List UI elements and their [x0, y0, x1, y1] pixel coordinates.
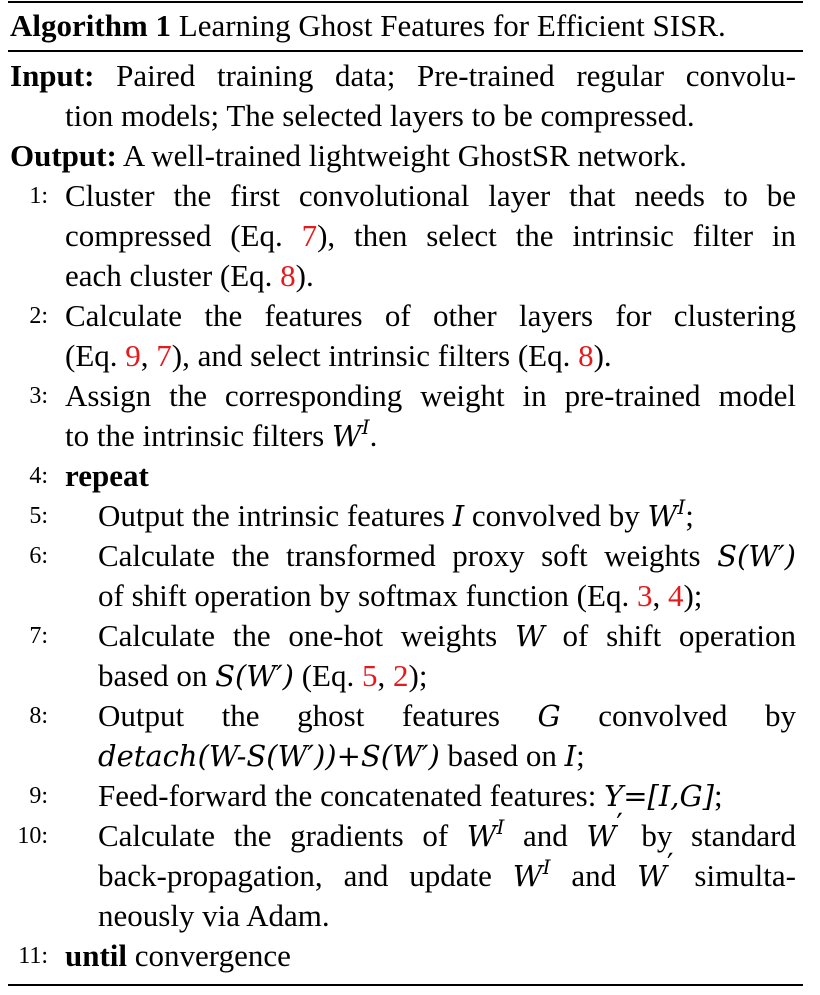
step-10-line-3	[98, 896, 330, 936]
equation-reference-link[interactable]: 7	[156, 338, 172, 373]
step-text: based on	[439, 738, 565, 773]
caption-rule	[8, 50, 803, 52]
step-11-line	[65, 936, 291, 976]
step-text: .	[369, 418, 378, 453]
equation-reference-link[interactable]: 2	[393, 658, 409, 693]
line-number: 3:	[29, 383, 48, 409]
input-line-1	[10, 56, 796, 96]
step-8-line-2	[98, 736, 585, 776]
algorithm-title: Learning Ghost Features for Efficient SISR.	[178, 8, 726, 43]
equation-reference-link[interactable]: 4	[667, 578, 684, 613]
math-symbol: W	[514, 619, 545, 653]
step-10-line-2	[98, 847, 796, 896]
line-number: 9:	[29, 783, 48, 809]
step-text: );	[408, 658, 428, 693]
step-1-line-2	[65, 216, 796, 256]
step-text: and	[504, 818, 587, 853]
step-3-line-2	[65, 416, 377, 456]
step-text: (Eq.	[293, 658, 362, 693]
equation-reference-link[interactable]: 3	[636, 578, 653, 613]
step-1-line-3	[65, 256, 314, 296]
line-number: 2:	[29, 303, 48, 329]
step-text: (Eq.	[65, 338, 126, 373]
math-expression: S(W′)	[215, 659, 294, 693]
until-keyword: until	[65, 938, 128, 973]
step-text: convergence	[127, 938, 291, 973]
step-5-line	[98, 496, 694, 536]
input-text-1: Paired training data; Pre-trained regular convolu-	[116, 58, 796, 93]
top-rule	[8, 1, 803, 3]
line-number: 11:	[18, 943, 48, 969]
step-text: Output the intrinsic features	[98, 498, 453, 533]
step-text: and	[550, 858, 638, 893]
line-number: 8:	[29, 703, 48, 729]
output-line	[10, 136, 687, 176]
step-text: Assign the corresponding weight in pre-trained model	[65, 378, 796, 413]
math-symbol: W	[637, 859, 667, 893]
step-text: Calculate the one-hot weights	[98, 618, 515, 653]
output-text: A well-trained lightweight GhostSR network.	[122, 138, 687, 173]
step-text: ).	[593, 338, 612, 373]
math-superscript: I	[542, 855, 551, 879]
step-7-line-2	[98, 656, 427, 696]
equation-reference-link[interactable]: 9	[125, 338, 141, 373]
input-line-2	[65, 96, 695, 136]
step-10-line-1	[98, 807, 796, 856]
math-symbol: I	[452, 499, 465, 533]
math-expression: Y=[I,G]	[604, 779, 714, 813]
math-superscript: I	[361, 415, 370, 439]
math-superscript: I	[677, 495, 686, 519]
algorithm-label: Algorithm 1	[10, 8, 172, 43]
math-symbol: W	[512, 859, 543, 893]
input-text-2: tion models; The selected layers to be compressed.	[65, 98, 695, 133]
step-8-line-1	[98, 696, 796, 736]
equation-reference-link[interactable]: 8	[280, 258, 296, 293]
step-text: Cluster the first convolutional layer that needs to be	[65, 178, 796, 213]
step-6-line-2	[98, 576, 702, 616]
step-2-line-2	[65, 336, 612, 376]
step-9-line	[98, 776, 723, 816]
step-2-line-1	[65, 296, 796, 336]
step-text: of shift operation	[544, 618, 796, 653]
math-expression: S(W′)	[717, 539, 796, 573]
step-text: Calculate the transformed proxy soft weights	[98, 538, 718, 573]
step-text: Output the ghost features	[98, 698, 538, 733]
math-superscript: I	[496, 815, 505, 839]
line-number: 1:	[29, 183, 48, 209]
step-text: ), and select intrinsic filters (Eq.	[171, 338, 579, 373]
step-text: ), then select the intrinsic filter in	[317, 218, 796, 253]
equation-reference-link[interactable]: 7	[301, 218, 318, 253]
step-4-line	[65, 456, 149, 496]
step-text: simulta-	[673, 858, 796, 893]
step-1-line-1	[65, 176, 796, 216]
step-text: based on	[98, 658, 216, 693]
line-number: 5:	[29, 503, 48, 529]
math-symbol: I	[564, 739, 577, 773]
math-expression: detach(W-S(W′))+S(W′)	[98, 739, 440, 773]
math-superscript: ′	[666, 847, 674, 881]
line-number: 7:	[29, 623, 48, 649]
step-text: of shift operation by softmax function (Eq.	[98, 578, 637, 613]
step-text: ,	[140, 338, 157, 373]
math-symbol: W	[647, 499, 678, 533]
step-text: ;	[685, 498, 694, 533]
math-symbol: W	[466, 819, 497, 853]
line-number: 6:	[29, 543, 48, 569]
step-text: Calculate the gradients of	[98, 818, 467, 853]
step-text: neously via Adam.	[98, 898, 330, 933]
bottom-rule	[8, 984, 803, 986]
step-text: convolved by	[560, 698, 796, 733]
output-keyword: Output:	[10, 138, 117, 173]
step-text: ,	[377, 658, 393, 693]
equation-reference-link[interactable]: 8	[578, 338, 594, 373]
line-number: 4:	[29, 463, 48, 489]
repeat-keyword: repeat	[65, 458, 149, 493]
step-text: compressed (Eq.	[65, 218, 302, 253]
step-text: to the intrinsic filters	[65, 418, 332, 453]
input-keyword: Input:	[10, 58, 95, 93]
step-text: );	[683, 578, 703, 613]
step-7-line-1	[98, 616, 796, 656]
step-text: by standard	[622, 818, 796, 853]
math-symbol: W	[586, 819, 617, 853]
step-text: Calculate the features of other layers for clustering	[65, 298, 796, 333]
step-text: ,	[652, 578, 668, 613]
math-symbol: W	[331, 419, 362, 453]
math-symbol: G	[537, 699, 561, 733]
step-text: Feed-forward the concatenated features:	[98, 778, 605, 813]
line-number: 10:	[17, 823, 48, 849]
equation-reference-link[interactable]: 5	[362, 658, 378, 693]
step-text: each cluster (Eq.	[65, 258, 281, 293]
step-3-line-1	[65, 376, 796, 416]
step-text: back-propagation, and update	[98, 858, 513, 893]
step-text: ).	[295, 258, 314, 293]
step-text: ;	[576, 738, 585, 773]
step-text: convolved by	[464, 498, 648, 533]
math-superscript: ′	[616, 807, 623, 841]
step-6-line-1	[98, 536, 796, 576]
algorithm-caption	[10, 8, 726, 44]
step-text: ;	[714, 778, 723, 813]
